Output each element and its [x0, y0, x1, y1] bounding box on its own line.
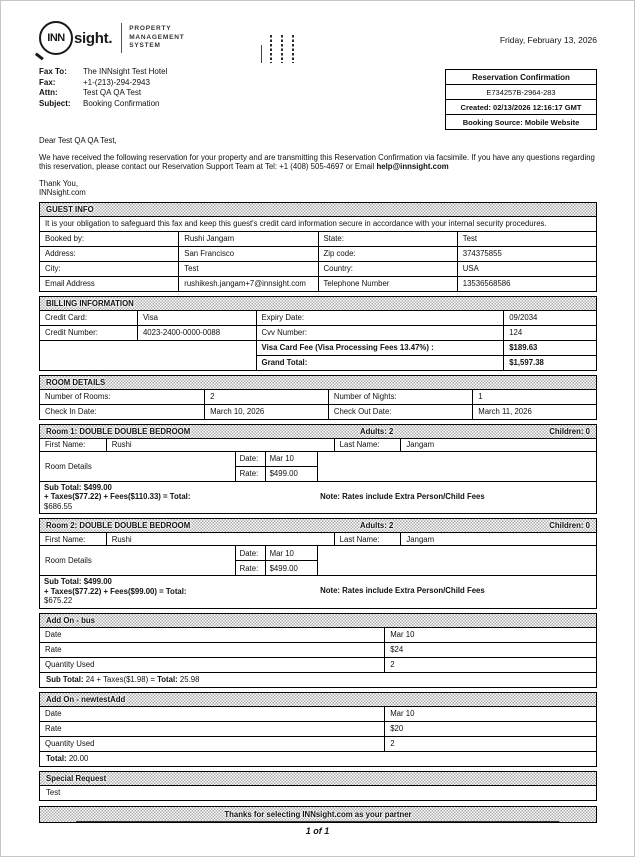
logo-wordmark: sight.	[74, 29, 113, 47]
room-2-adults: Adults: 2	[360, 521, 394, 531]
num-nights-label: Number of Nights:	[328, 389, 472, 404]
logo-divider	[121, 23, 122, 53]
grand-total-label: Grand Total:	[256, 355, 504, 370]
addon-rate-label: Rate	[40, 721, 385, 736]
addon-rate-value: $24	[385, 642, 597, 657]
checkin-label: Check In Date:	[40, 404, 205, 419]
addon-newtestadd-table	[39, 706, 597, 752]
security-note-row	[40, 216, 597, 231]
zip-value: 374375855	[457, 246, 596, 261]
room-1-children: Children: 0	[549, 426, 590, 436]
date-value: Mar 10	[266, 546, 318, 560]
subject-label: Subject:	[39, 98, 71, 108]
fax-mark-column	[292, 35, 294, 63]
room-2-note: Note: Rates include Extra Person/Child Fees	[320, 586, 485, 596]
subtotal-line2: + Taxes($77.22) + Fees($110.33) = Total:	[44, 492, 191, 502]
fax-mark-column	[281, 35, 283, 63]
rate-value: $499.00	[266, 467, 318, 481]
addon-bus-section	[39, 613, 597, 688]
confirmation-number: E734257B-2964-283	[446, 85, 596, 100]
booking-source-label: Booking Source:	[462, 117, 523, 127]
rate-value: $499.00	[266, 561, 318, 575]
room-details-title: ROOM DETAILS	[46, 377, 106, 387]
addon-newtestadd-header	[39, 692, 597, 707]
subject-row	[39, 99, 167, 110]
city-label: City:	[40, 261, 179, 276]
table-row	[40, 389, 597, 404]
checkout-label: Check Out Date:	[328, 404, 472, 419]
address-value: San Francisco	[179, 246, 318, 261]
special-request-value: Test	[46, 788, 61, 798]
table-row	[40, 261, 597, 276]
empty-cell	[318, 452, 596, 481]
booking-source-value: Mobile Website	[524, 117, 580, 127]
room-2-subtotal	[44, 577, 296, 606]
magnifier-logo-icon: INN	[39, 21, 73, 55]
last-name-value: Jangam	[406, 440, 435, 450]
first-name-label: First Name:	[40, 533, 107, 545]
city-value: Test	[179, 261, 318, 276]
first-name-value: Rushi	[107, 439, 335, 451]
document-header	[39, 21, 597, 65]
confirmation-created: Created: 02/13/2026 12:16:17 GMT	[446, 100, 596, 115]
room-1-title: Room 1: DOUBLE DOUBLE BEDROOM	[46, 426, 191, 436]
last-name-label: Last Name:	[335, 533, 402, 545]
visa-fee-label: Visa Card Fee (Visa Processing Fees 13.47%) :	[256, 340, 504, 355]
table-row	[40, 340, 597, 355]
tagline-line-3: SYSTEM	[129, 42, 161, 50]
letter-closing: Thank You,	[39, 178, 79, 188]
date-label: Date:	[236, 546, 266, 560]
date-label: Date:	[236, 452, 266, 466]
billing-table	[39, 310, 597, 371]
table-row	[40, 325, 597, 340]
credit-card-label: Credit Card:	[40, 310, 138, 325]
table-row	[40, 276, 597, 291]
addon-rate-label: Rate	[40, 642, 385, 657]
subject-value: Booking Confirmation	[83, 98, 160, 108]
rate-label: Rate:	[236, 467, 266, 481]
date-row	[235, 452, 318, 466]
visa-fee-value: $189.63	[504, 340, 597, 355]
page-number-footer: 1 of 1	[76, 821, 559, 836]
fax-to-value: The INNsight Test Hotel	[83, 67, 168, 76]
attn-value: Test QA QA Test	[83, 88, 142, 97]
guest-info-title: GUEST INFO	[46, 204, 94, 214]
last-name-value: Jangam	[406, 534, 435, 544]
billing-header	[39, 296, 597, 311]
tagline-line-2: MANAGEMENT	[129, 33, 185, 41]
security-note: It is your obligation to safeguard this fax and keep this guest's credit card information secure in accordance with your internal security procedures.	[40, 216, 597, 231]
table-row	[40, 231, 597, 246]
fax-number-row	[39, 78, 167, 89]
addon-date-label: Date	[40, 706, 385, 721]
letter-paragraph	[39, 153, 597, 172]
first-name-value: Rushi	[107, 533, 335, 545]
booking-source	[446, 115, 596, 129]
room-details-table	[39, 389, 597, 420]
special-request-value-row	[39, 785, 597, 801]
addon-bus-total-row	[39, 672, 597, 688]
room-1-rate-grid	[235, 452, 318, 481]
billing-empty-cell	[40, 340, 257, 370]
letter-signature: INNsight.com	[39, 188, 86, 198]
addon-newtestadd-section	[39, 692, 597, 767]
guest-info-section	[39, 202, 597, 292]
telephone-value: 13536568586	[457, 276, 596, 291]
thanks-band: Thanks for selecting INNsight.com as your partner	[39, 806, 597, 823]
expiry-label: Expiry Date:	[256, 310, 504, 325]
state-value: Test	[457, 231, 596, 246]
first-name-label: First Name:	[40, 439, 107, 451]
addon-total-value: 20.00	[66, 754, 89, 764]
checkout-value: March 11, 2026	[473, 404, 597, 419]
addon-qty-value: 2	[385, 736, 597, 751]
addon-rate-value: $20	[385, 721, 597, 736]
room-1-rate-row	[39, 451, 597, 482]
email-label: Email Address	[40, 276, 179, 291]
num-rooms-value: 2	[205, 389, 329, 404]
telephone-label: Telephone Number	[318, 276, 457, 291]
table-row	[40, 310, 597, 325]
room-2-subtotal-row	[39, 575, 597, 609]
credit-number-value: 4023-2400-0000-0088	[137, 325, 256, 340]
addon-total-label: Total:	[157, 675, 178, 685]
room-details-section	[39, 375, 597, 420]
room-2-title: Room 2: DOUBLE DOUBLE BEDROOM	[46, 521, 191, 531]
table-row	[40, 627, 597, 642]
addon-bus-table	[39, 627, 597, 673]
fax-to-row	[39, 67, 167, 78]
rate-label: Rate:	[236, 561, 266, 575]
addon-bus-header	[39, 613, 597, 628]
letter-body	[39, 136, 597, 198]
special-request-header	[39, 771, 597, 786]
addon-newtestadd-total-row	[39, 751, 597, 767]
addon-total-label: Total:	[46, 754, 67, 764]
room-1-section	[39, 424, 597, 515]
addon-qty-label: Quantity Used	[40, 657, 385, 672]
guest-info-table	[39, 216, 597, 292]
support-email: help@innsight.com	[376, 162, 449, 172]
booked-by-label: Booked by:	[40, 231, 179, 246]
credit-card-value: Visa	[137, 310, 256, 325]
room-1-adults: Adults: 2	[360, 426, 394, 436]
billing-section	[39, 296, 597, 371]
table-row	[40, 721, 597, 736]
room-2-guest-row	[39, 532, 597, 546]
reservation-confirmation-box	[445, 69, 597, 130]
special-request-title: Special Request	[46, 773, 107, 783]
fax-registration-marks	[261, 31, 303, 63]
fax-mark-line	[261, 45, 262, 63]
state-label: State:	[318, 231, 457, 246]
country-label: Country:	[318, 261, 457, 276]
credit-number-label: Credit Number:	[40, 325, 138, 340]
addon-bus-title: Add On - bus	[46, 615, 95, 625]
room-2-section	[39, 518, 597, 609]
addon-qty-label: Quantity Used	[40, 736, 385, 751]
rate-row	[235, 560, 318, 575]
date-row	[235, 546, 318, 560]
billing-title: BILLING INFORMATION	[46, 298, 134, 308]
room-2-children: Children: 0	[549, 521, 590, 531]
expiry-value: 09/2034	[504, 310, 597, 325]
checkin-value: March 10, 2026	[205, 404, 329, 419]
room-1-subtotal-row	[39, 481, 597, 515]
innsight-logo-mark	[39, 21, 112, 55]
room-2-rate-grid	[235, 546, 318, 575]
addon-subtotal-mid: 24 + Taxes($1.98) =	[83, 675, 158, 685]
date-value: Mar 10	[266, 452, 318, 466]
subtotal-line1: Sub Total: $499.00	[44, 577, 112, 587]
fax-recipient-block	[39, 67, 167, 109]
confirmation-title: Reservation Confirmation	[446, 70, 596, 85]
room-1-guest-row	[39, 438, 597, 452]
grand-total-value: $1,597.38	[504, 355, 597, 370]
subtotal-line3: $675.22	[44, 596, 73, 606]
subtotal-line1: Sub Total: $499.00	[44, 482, 112, 492]
attn-row	[39, 88, 167, 99]
special-request-section	[39, 771, 597, 801]
fax-mark-column	[270, 35, 272, 63]
table-row	[40, 706, 597, 721]
addon-total-value: 25.98	[177, 675, 200, 685]
room-details-header	[39, 375, 597, 390]
fax-to-label: Fax To:	[39, 67, 67, 76]
cvv-value: 124	[504, 325, 597, 340]
innsight-logo	[39, 21, 185, 55]
addon-qty-value: 2	[385, 657, 597, 672]
table-row	[40, 736, 597, 751]
room-1-subtotal	[44, 483, 296, 512]
room-2-rate-row	[39, 545, 597, 576]
addon-subtotal-label: Sub Total:	[46, 675, 84, 685]
logo-tagline	[129, 25, 184, 51]
room-details-label: Room Details	[45, 556, 92, 566]
salutation: Dear Test QA QA Test,	[39, 136, 117, 145]
room-details-label: Room Details	[45, 461, 92, 471]
country-value: USA	[457, 261, 596, 276]
fax-number-value: +1-(213)-294-2943	[83, 77, 150, 87]
guest-info-header	[39, 202, 597, 217]
addon-date-label: Date	[40, 627, 385, 642]
subtotal-line2: + Taxes($77.22) + Fees($99.00) = Total:	[44, 586, 187, 596]
attn-label: Attn:	[39, 88, 58, 97]
letter-text: We have received the following reservation for your property and are transmitting this Reservation Confirmation via facsimile. If you have any questions regarding this reservation, please contact our Reservation Support Team at Tel: +1 (408) 505-4697 or Email	[39, 152, 595, 172]
room-2-header	[39, 518, 597, 533]
last-name-label: Last Name:	[335, 439, 402, 451]
empty-cell	[318, 546, 596, 575]
room-1-header	[39, 424, 597, 439]
tagline-line-1: PROPERTY	[129, 25, 172, 33]
room-1-note: Note: Rates include Extra Person/Child Fees	[320, 491, 485, 501]
zip-label: Zip code:	[318, 246, 457, 261]
email-value: rushikesh.jangam+7@innsight.com	[179, 276, 318, 291]
num-nights-value: 1	[473, 389, 597, 404]
table-row	[40, 657, 597, 672]
rate-row	[235, 466, 318, 481]
document-date: Friday, February 13, 2026	[499, 35, 597, 45]
booked-by-value: Rushi Jangam	[179, 231, 318, 246]
addon-newtestadd-title: Add On - newtestAdd	[46, 694, 126, 704]
num-rooms-label: Number of Rooms:	[40, 389, 205, 404]
cvv-label: Cvv Number:	[256, 325, 504, 340]
fax-number-label: Fax:	[39, 77, 56, 87]
addon-date-value: Mar 10	[385, 706, 597, 721]
subtotal-line3: $686.55	[44, 501, 73, 511]
table-row	[40, 404, 597, 419]
table-row	[40, 246, 597, 261]
addon-date-value: Mar 10	[385, 627, 597, 642]
table-row	[40, 642, 597, 657]
address-label: Address:	[40, 246, 179, 261]
